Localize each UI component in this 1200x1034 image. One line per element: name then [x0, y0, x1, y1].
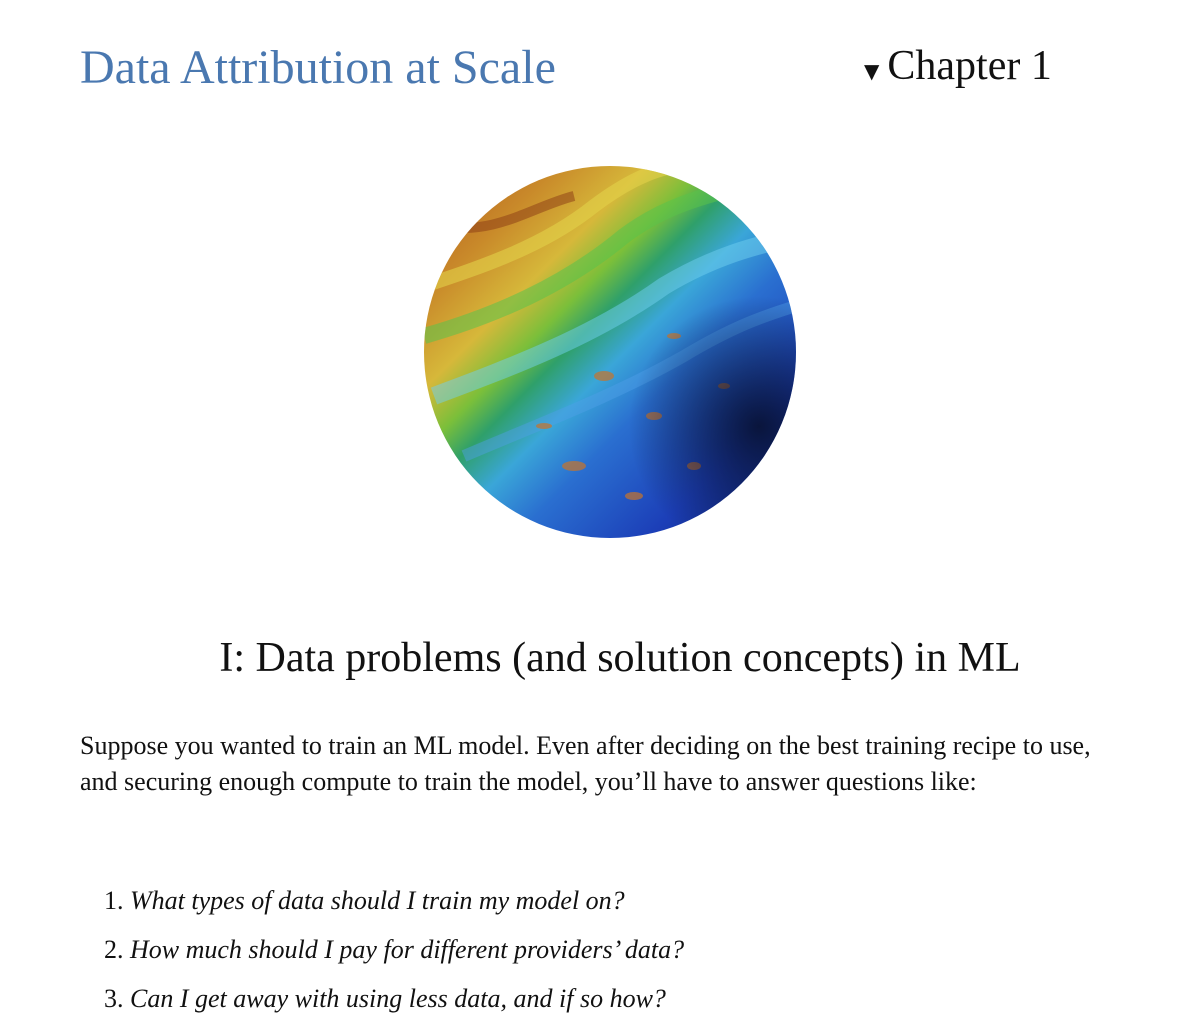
- chapter-label: Chapter 1: [887, 43, 1052, 89]
- list-item-text: How much should I pay for different providers’ data?: [130, 935, 685, 964]
- triangle-down-icon: ▼: [864, 59, 880, 83]
- list-item-text: Can I get away with using less data, and if so how?: [130, 984, 666, 1013]
- hero-image: [424, 166, 796, 538]
- list-item: [104, 876, 684, 925]
- list-item-number: 2.: [104, 935, 124, 964]
- section-heading: I: Data problems (and solution concepts) in ML: [219, 635, 1021, 681]
- chapter-dropdown-toggle[interactable]: [864, 38, 1052, 94]
- site-title-link[interactable]: Data Attribution at Scale: [80, 41, 556, 94]
- list-item-text: What types of data should I train my model on?: [130, 886, 625, 915]
- list-item-number: 3.: [104, 984, 124, 1013]
- list-item: [104, 974, 684, 1023]
- questions-list: [104, 876, 684, 1023]
- list-item: [104, 925, 684, 974]
- intro-paragraph: Suppose you wanted to train an ML model. Even after deciding on the best training recipe to use, and securing enough compute to train the model, you’ll have to answer questions like:: [80, 731, 1091, 796]
- list-item-number: 1.: [104, 886, 124, 915]
- satellite-terrain-image: [424, 166, 796, 538]
